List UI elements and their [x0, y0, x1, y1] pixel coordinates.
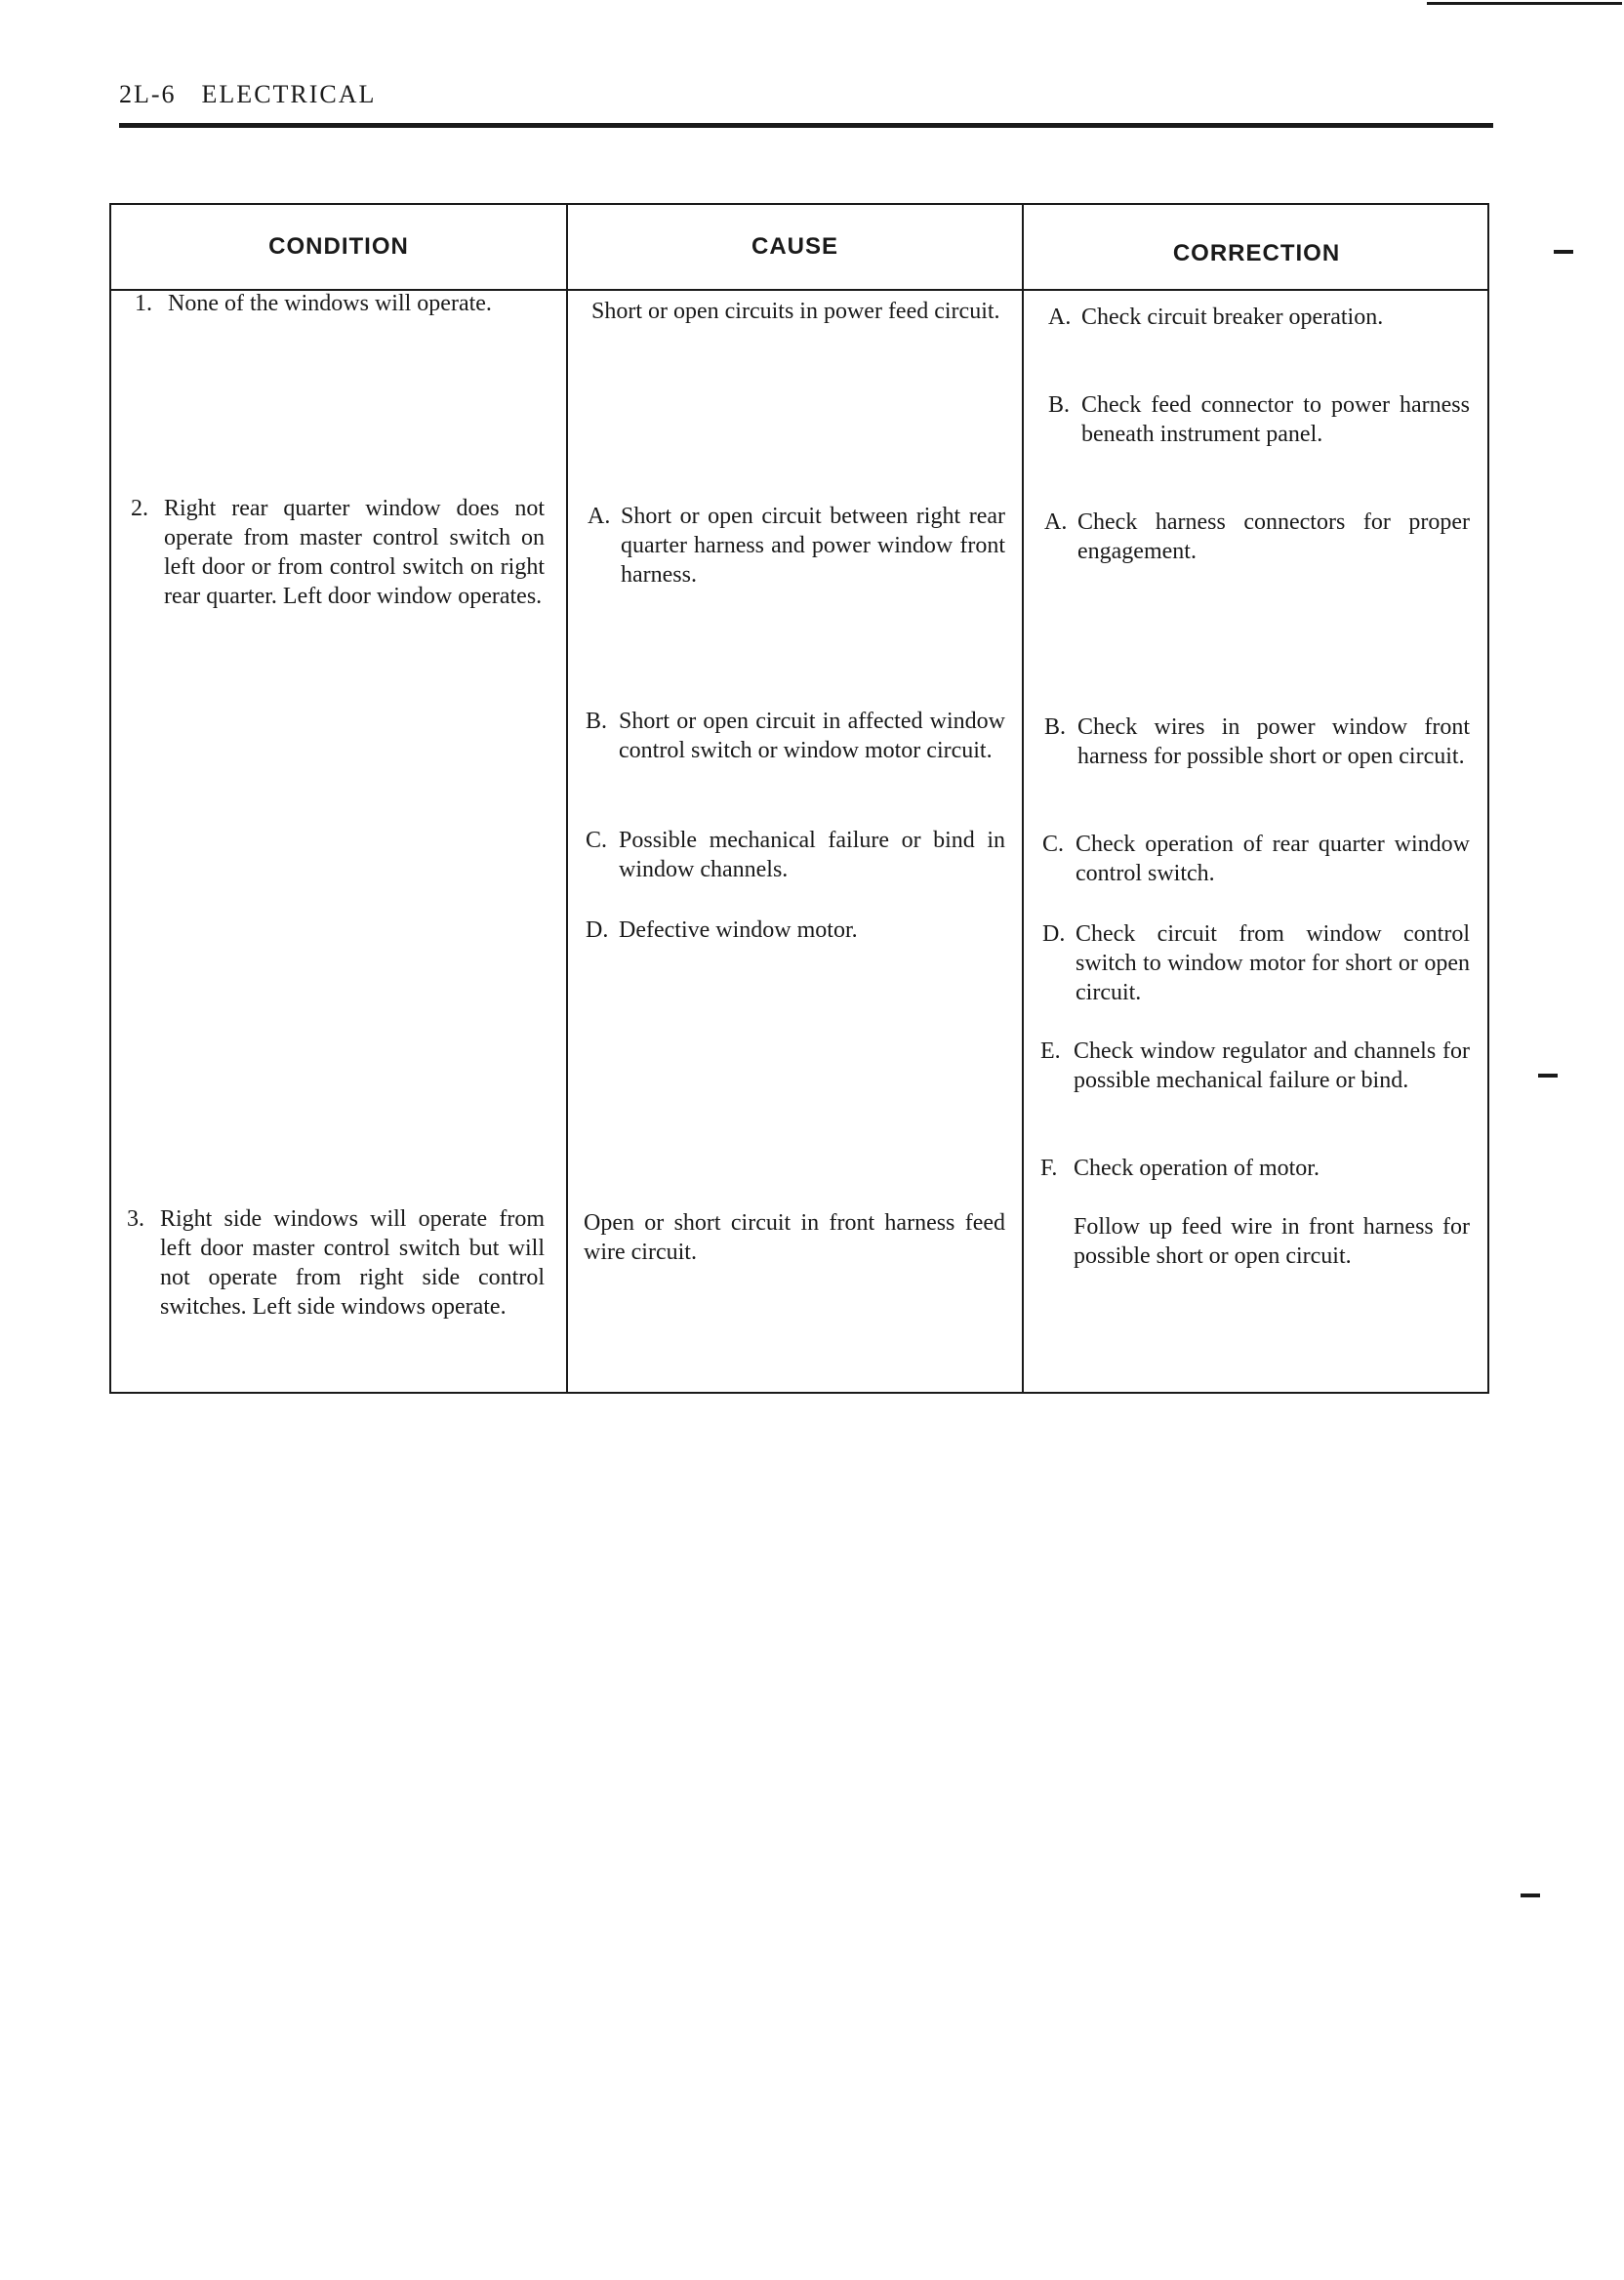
item-text: None of the windows will operate. [168, 291, 492, 316]
item-text: Check harness connectors for proper engagement. [1077, 509, 1470, 564]
correction-2c [1042, 830, 1470, 888]
corner-rule [1427, 2, 1622, 5]
item-label: 3. [127, 1206, 144, 1232]
item-text: Short or open circuits in power feed circuit. [591, 299, 1000, 324]
item-label: A. [1048, 305, 1072, 330]
item-text: Defective window motor. [619, 917, 858, 943]
condition-3 [127, 1204, 545, 1322]
cause-2b [586, 707, 1005, 765]
correction-2d [1042, 919, 1470, 1007]
item-text: Check operation of motor. [1074, 1156, 1320, 1181]
item-text: Possible mechanical failure or bind in window channels. [619, 828, 1005, 882]
item-label: D. [586, 917, 609, 943]
page-number: 2L-6 [119, 80, 177, 108]
margin-mark [1538, 1074, 1558, 1078]
item-label: E. [1040, 1038, 1061, 1064]
cause-3 [584, 1208, 1005, 1267]
item-text: Check window regulator and channels for possible mechanical failure or bind. [1074, 1038, 1470, 1093]
correction-2a [1044, 508, 1470, 566]
item-text: Check wires in power window front harness for possible short or open circuit. [1077, 714, 1470, 769]
correction-2f [1040, 1154, 1470, 1183]
item-label: C. [586, 828, 608, 853]
item-label: D. [1042, 921, 1066, 947]
item-label: A. [1044, 509, 1068, 535]
item-text: Right side windows will operate from left door master control switch but will not operate from right side control switches. Left side windows operate. [160, 1206, 545, 1320]
item-label: F. [1040, 1156, 1058, 1181]
cause-2d [586, 916, 1005, 945]
margin-mark [1521, 1893, 1540, 1897]
item-text: Right rear quarter window does not operate from master control switch on left door or from control switch on right rear quarter. Left door window operates. [164, 496, 545, 609]
column-header-cause: CAUSE [751, 233, 838, 260]
column-header-correction: CORRECTION [1172, 240, 1341, 266]
column-divider [1022, 205, 1024, 1392]
header-rule [119, 123, 1493, 128]
troubleshooting-table [109, 203, 1489, 1394]
item-label: B. [1044, 714, 1067, 740]
item-label: 2. [131, 496, 148, 521]
item-text: Check circuit breaker operation. [1081, 305, 1384, 330]
item-label: A. [588, 504, 611, 529]
column-divider [566, 205, 568, 1392]
item-text: Check feed connector to power harness beneath instrument panel. [1081, 392, 1470, 447]
item-text: Check circuit from window control switch to window motor for short or open circuit. [1076, 921, 1470, 1005]
cause-1 [591, 297, 1005, 326]
item-text: Follow up feed wire in front harness for possible short or open circuit. [1074, 1214, 1470, 1269]
correction-1a [1048, 303, 1470, 332]
item-text: Short or open circuit in affected window control switch or window motor circuit. [619, 709, 1005, 763]
correction-3 [1040, 1212, 1470, 1271]
cause-2c [586, 826, 1005, 884]
item-text: Short or open circuit between right rear quarter harness and power window front harness. [621, 504, 1005, 588]
correction-2b [1044, 712, 1470, 771]
item-text: Check operation of rear quarter window control switch. [1076, 832, 1470, 886]
condition-1 [135, 289, 545, 318]
item-text: Open or short circuit in front harness feed wire circuit. [584, 1210, 1005, 1265]
correction-1b [1048, 390, 1470, 449]
column-header-condition: CONDITION [268, 233, 409, 260]
item-label: B. [1048, 392, 1071, 418]
section-title: ELECTRICAL [201, 80, 377, 108]
item-label: B. [586, 709, 608, 734]
cause-2a [588, 502, 1005, 590]
condition-2 [131, 494, 545, 611]
margin-mark [1554, 250, 1573, 254]
item-label: 1. [135, 291, 152, 316]
page-header [119, 80, 376, 109]
correction-2e [1040, 1037, 1470, 1095]
item-label: C. [1042, 832, 1065, 857]
